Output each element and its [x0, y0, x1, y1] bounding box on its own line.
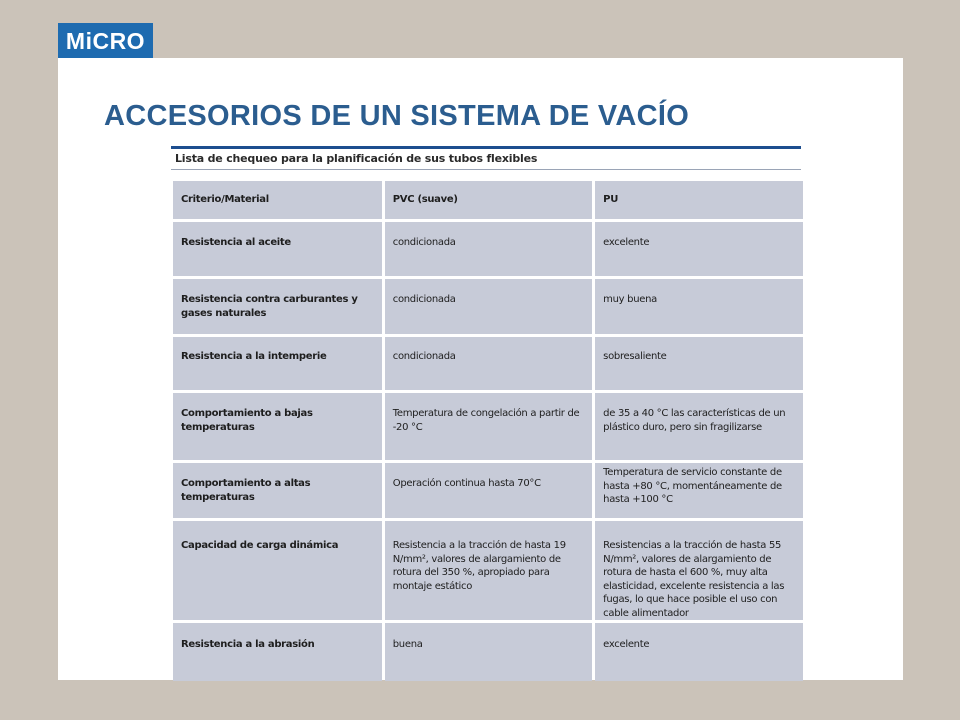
row-criterion: Resistencia al aceite — [173, 222, 382, 276]
row-pu-value: muy buena — [595, 279, 803, 334]
row-pvc-value: condicionada — [385, 337, 592, 390]
row-pvc-value: Operación continua hasta 70°C — [385, 463, 592, 518]
table-row — [173, 393, 803, 460]
table-caption: Lista de chequeo para la planificación de sus tubos flexibles — [171, 151, 801, 171]
row-pu-value: excelente — [595, 623, 803, 681]
slide-title: ACCESORIOS DE UN SISTEMA DE VACÍO — [104, 100, 690, 132]
table-top-bar — [171, 146, 801, 149]
header-pvc: PVC (suave) — [385, 181, 592, 219]
checklist-table — [170, 178, 806, 684]
table-row — [173, 279, 803, 334]
table-caption-rule — [171, 169, 801, 170]
table-row — [173, 623, 803, 681]
row-pu-value: sobresaliente — [595, 337, 803, 390]
row-criterion: Resistencia a la abrasión — [173, 623, 382, 681]
row-pu-value: de 35 a 40 °C las características de un plástico duro, pero sin fragilizarse — [595, 393, 803, 460]
row-criterion: Comportamiento a altas temperaturas — [173, 463, 382, 518]
table-header-row — [173, 181, 803, 219]
slide-canvas — [58, 58, 903, 680]
row-pvc-value: condicionada — [385, 279, 592, 334]
row-pvc-value: buena — [385, 623, 592, 681]
row-pvc-value: condicionada — [385, 222, 592, 276]
header-pu: PU — [595, 181, 803, 219]
row-pvc-value: Resistencia a la tracción de hasta 19 N/mm², valores de alargamiento de rotura del 350 %, apropiado para montaje estático — [385, 521, 592, 620]
table-row — [173, 222, 803, 276]
row-criterion: Resistencia contra carburantes y gases naturales — [173, 279, 382, 334]
checklist-table-figure — [168, 140, 803, 680]
header-criterio: Criterio/Material — [173, 181, 382, 219]
row-pu-value: excelente — [595, 222, 803, 276]
table-row — [173, 521, 803, 620]
row-criterion: Capacidad de carga dinámica — [173, 521, 382, 620]
table-row — [173, 463, 803, 518]
row-criterion: Resistencia a la intemperie — [173, 337, 382, 390]
micro-logo: MiCRO — [58, 23, 153, 59]
row-pvc-value: Temperatura de congelación a partir de -20 °C — [385, 393, 592, 460]
table-row — [173, 337, 803, 390]
row-pu-value: Temperatura de servicio constante de hasta +80 °C, momentáneamente de hasta +100 °C — [595, 463, 803, 518]
row-pu-value: Resistencias a la tracción de hasta 55 N/mm², valores de alargamiento de rotura de hasta el 600 %, muy alta elasticidad, excelente resistencia a las fugas, lo que hace posible el uso con cable alimentador — [595, 521, 803, 620]
row-criterion: Comportamiento a bajas temperaturas — [173, 393, 382, 460]
